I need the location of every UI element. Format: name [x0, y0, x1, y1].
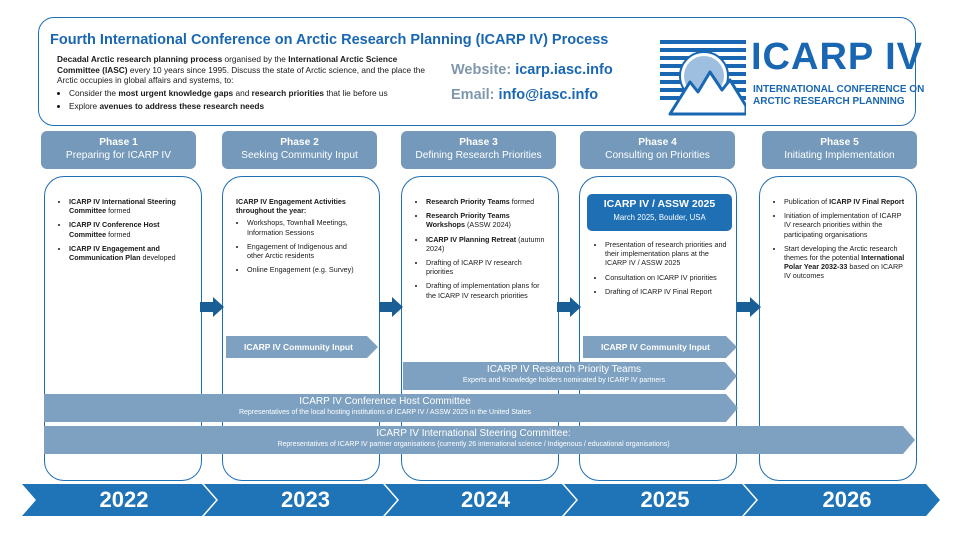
list-item: • Start developing the Arctic research themes for the potential International Polar Year 2032-33 based on ICARP IV outcomes — [784, 244, 908, 281]
intro-iasc: International Arctic Science Committee (IASC) — [57, 54, 398, 75]
phase-3-header: Phase 3 Defining Research Priorities — [401, 131, 556, 169]
logo-name: ICARP IV — [751, 36, 924, 78]
list-item: • Presentation of research priorities and their implementation plans at the ICARP IV / ASSW 2025 — [605, 240, 729, 268]
research-priority-teams-text: ICARP IV Research Priority Teams Experts and Knowledge holders nominated by ICARP IV partners — [462, 364, 666, 384]
phase-4-header: Phase 4 Consulting on Priorities — [580, 131, 735, 169]
list-item: • Initiation of implementation of ICARP IV research priorities within the participating organisations — [784, 211, 908, 239]
phase-2-header: Phase 2 Seeking Community Input — [222, 131, 377, 169]
list-item: • Workshops, Townhall Meetings, Information Sessions — [247, 218, 360, 236]
page-title: Fourth International Conference on Arctic Research Planning (ICARP IV) Process — [50, 32, 609, 48]
phase-5-items — [773, 197, 908, 286]
community-input-label: ICARP IV Community Input — [601, 342, 710, 352]
list-item: • Consultation on ICARP IV priorities — [605, 273, 729, 282]
intro-text-part: organised by the — [222, 54, 289, 64]
intro-goals — [57, 88, 429, 112]
list-item: • ICARP IV Conference Host Committee formed — [69, 220, 193, 238]
list-item: • ICARP IV Engagement and Communication Plan developed — [69, 244, 193, 262]
year-label: 2022 — [99, 487, 149, 512]
icarp-logo-icon — [660, 36, 746, 116]
phase-1-header: Phase 1 Preparing for ICARP IV — [41, 131, 196, 169]
host-committee-text: ICARP IV Conference Host Committee Representatives of the local hosting institutions of ICARP IV / ASSW 2025 in the United States — [238, 396, 532, 416]
list-item: • Drafting of ICARP IV Final Report — [605, 287, 729, 296]
arrow-right-icon — [200, 297, 224, 317]
phase-1-items — [58, 197, 193, 267]
year-label: 2026 — [822, 487, 872, 512]
list-item: • Online Engagement (e.g. Survey) — [247, 265, 360, 274]
steering-committee-text: ICARP IV International Steering Committee: Representatives of ICARP IV partner organisations (currently 26 international science / Indigenous / educational organisations) — [277, 428, 670, 448]
community-input-label: ICARP IV Community Input — [244, 342, 353, 352]
list-item: • ICARP IV Planning Retreat (autumn 2024) — [426, 235, 550, 253]
year-label: 2024 — [461, 487, 510, 512]
intro-goal-knowledge: • Consider the most urgent knowledge gaps and research priorities that lie before us — [69, 88, 429, 99]
year-label: 2023 — [281, 487, 330, 512]
intro-text — [57, 54, 429, 115]
phase-2-activities — [236, 218, 360, 274]
list-item: • Engagement of Indigenous and other Arctic residents — [247, 242, 360, 260]
email-link[interactable]: info@iasc.info — [498, 87, 599, 103]
assw-2025-badge: ICARP IV / ASSW 2025 March 2025, Boulder, USA — [587, 194, 732, 231]
phase-5-header: Phase 5 Initiating Implementation — [762, 131, 917, 169]
logo-tagline: INTERNATIONAL CONFERENCE ON ARCTIC RESEARCH PLANNING — [753, 84, 925, 107]
website-link[interactable]: icarp.iasc.info — [515, 62, 613, 78]
list-item: • ICARP IV International Steering Committee formed — [69, 197, 193, 215]
list-item: • Research Priority Teams formed — [426, 197, 550, 206]
phase-4-items — [594, 240, 729, 301]
intro-text-part: every 10 years since 1995. Discuss the state of Arctic science, and the place the Arctic occupies in global affairs and systems, to: — [57, 64, 425, 85]
list-item: • Research Priority Teams Workshops (ASSW 2024) — [426, 211, 550, 229]
arrow-right-icon — [557, 297, 581, 317]
phase-3-items — [415, 197, 550, 305]
year-label: 2025 — [640, 487, 690, 512]
intro-goal-avenues: • Explore avenues to address these research needs — [69, 101, 429, 112]
arrow-right-icon — [737, 297, 761, 317]
phase-2-lead: ICARP IV Engagement Activities throughout the year: — [236, 197, 346, 216]
arrow-right-icon — [379, 297, 403, 317]
phase-2-items — [226, 197, 360, 279]
list-item: • Drafting of implementation plans for the ICARP IV research priorities — [426, 281, 550, 299]
intro-lead: Decadal Arctic research planning process — [57, 54, 223, 64]
email-line: Email: info@iasc.info — [451, 87, 599, 103]
website-line: Website: icarp.iasc.info — [451, 62, 613, 78]
list-item: • Drafting of ICARP IV research priorities — [426, 258, 550, 276]
list-item: • Publication of ICARP IV Final Report — [784, 197, 908, 206]
